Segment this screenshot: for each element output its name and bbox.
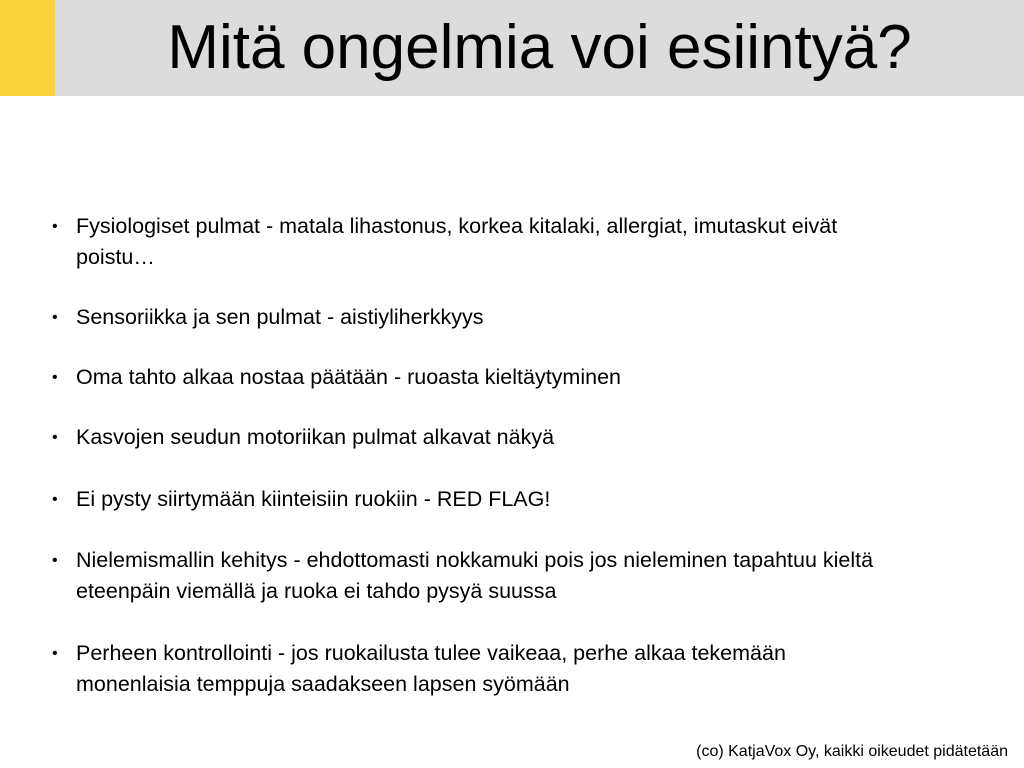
bullet-text: Kasvojen seudun motoriikan pulmat alkavat näkyä (76, 425, 555, 449)
bullet-text: Fysiologiset pulmat - matala lihastonus, korkea kitalaki, allergiat, imutaskut eivät poistu… (76, 214, 838, 269)
bullet-marker: • (52, 429, 58, 446)
bullet-marker: • (52, 645, 58, 662)
bullet-text: Oma tahto alkaa nostaa päätään - ruoasta kieltäytyminen (76, 365, 621, 389)
accent-block (0, 0, 55, 96)
bullet-text: Ei pysty siirtymään kiinteisiin ruokiin - RED FLAG! (76, 487, 551, 511)
bullet-text: Sensoriikka ja sen pulmat - aistiyliherkkyys (76, 305, 484, 329)
bullet-marker: • (52, 309, 58, 326)
bullet-text: Nielemismallin kehitys - ehdottomasti nokkamuki pois jos nieleminen tapahtuu kieltä eteenpäin viemällä ja ruoka ei tahdo pysyä suussa (76, 548, 874, 603)
bullet-marker: • (52, 552, 58, 569)
bullet-marker: • (52, 369, 58, 386)
copyright-footer: (co) KatjaVox Oy, kaikki oikeudet pidätetään (696, 743, 1008, 760)
bullet-marker: • (52, 491, 58, 508)
slide-title: Mitä ongelmia voi esiintyä? (167, 13, 912, 82)
bullet-text: Perheen kontrollointi - jos ruokailusta tulee vaikeaa, perhe alkaa tekemään monenlaisia temppuja saadakseen lapsen syömään (76, 641, 786, 696)
bullet-marker: • (52, 218, 58, 235)
